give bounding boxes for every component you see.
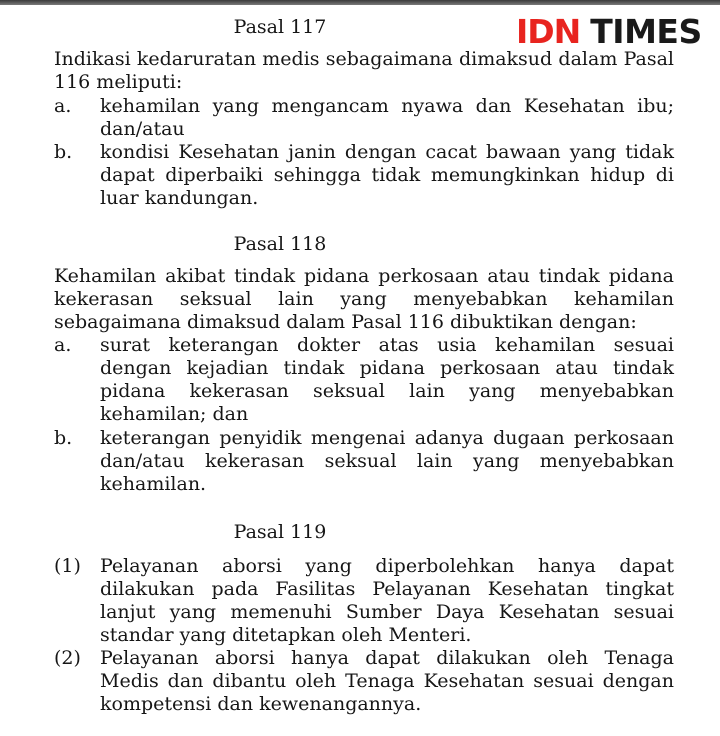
item-marker: (1)	[54, 555, 81, 577]
pasal-118-item-b	[54, 427, 674, 496]
pasal-117-item-b	[54, 141, 674, 210]
item-marker: a.	[54, 334, 72, 356]
item-text: kehamilan yang mengancam nyawa dan Kesehatan ibu; dan/atau	[100, 95, 674, 140]
item-marker: b.	[54, 141, 73, 163]
item-text: kondisi Kesehatan janin dengan cacat bawaan yang tidak dapat diperbaiki sehingga tidak memungkinkan hidup di luar kandungan.	[100, 141, 674, 209]
top-edge-bar	[0, 0, 720, 5]
item-marker: b.	[54, 427, 73, 449]
pasal-118-heading: Pasal 118	[233, 233, 327, 255]
item-text: keterangan penyidik mengenai adanya dugaan perkosaan dan/atau kekerasan seksual lain yang menyebabkan kehamilan.	[100, 427, 674, 495]
item-marker: (2)	[54, 647, 81, 669]
pasal-119-item-1	[54, 555, 674, 647]
logo-idn: IDN	[516, 12, 581, 51]
item-text: Pelayanan aborsi hanya dapat dilakukan oleh Tenaga Medis dan dibantu oleh Tenaga Kesehatan sesuai dengan kompetensi dan kewenangannya.	[100, 647, 674, 715]
pasal-117-heading: Pasal 117	[233, 16, 327, 38]
pasal-118-item-a	[54, 334, 674, 426]
pasal-118-intro: Kehamilan akibat tindak pidana perkosaan atau tindak pidana kekerasan seksual lain yang menyebabkan kehamilan sebagaimana dimaksud dalam Pasal 116 dibuktikan dengan:	[54, 265, 674, 333]
pasal-119-heading: Pasal 119	[233, 521, 327, 543]
pasal-117-item-a	[54, 95, 674, 141]
item-marker: a.	[54, 95, 72, 117]
logo-times: TIMES	[590, 12, 702, 51]
item-text: Pelayanan aborsi yang diperbolehkan hanya dapat dilakukan pada Fasilitas Pelayanan Kesehatan tingkat lanjut yang memenuhi Sumber Daya Kesehatan sesuai standar yang ditetapkan oleh Menteri.	[100, 555, 674, 646]
pasal-117-intro: Indikasi kedaruratan medis sebagaimana dimaksud dalam Pasal 116 meliputi:	[54, 48, 674, 93]
item-text: surat keterangan dokter atas usia kehamilan sesuai dengan kejadian tindak pidana perkosaan atau tindak pidana kekerasan seksual lain yang menyebabkan kehamilan; dan	[100, 334, 674, 425]
pasal-119-item-2	[54, 647, 674, 716]
